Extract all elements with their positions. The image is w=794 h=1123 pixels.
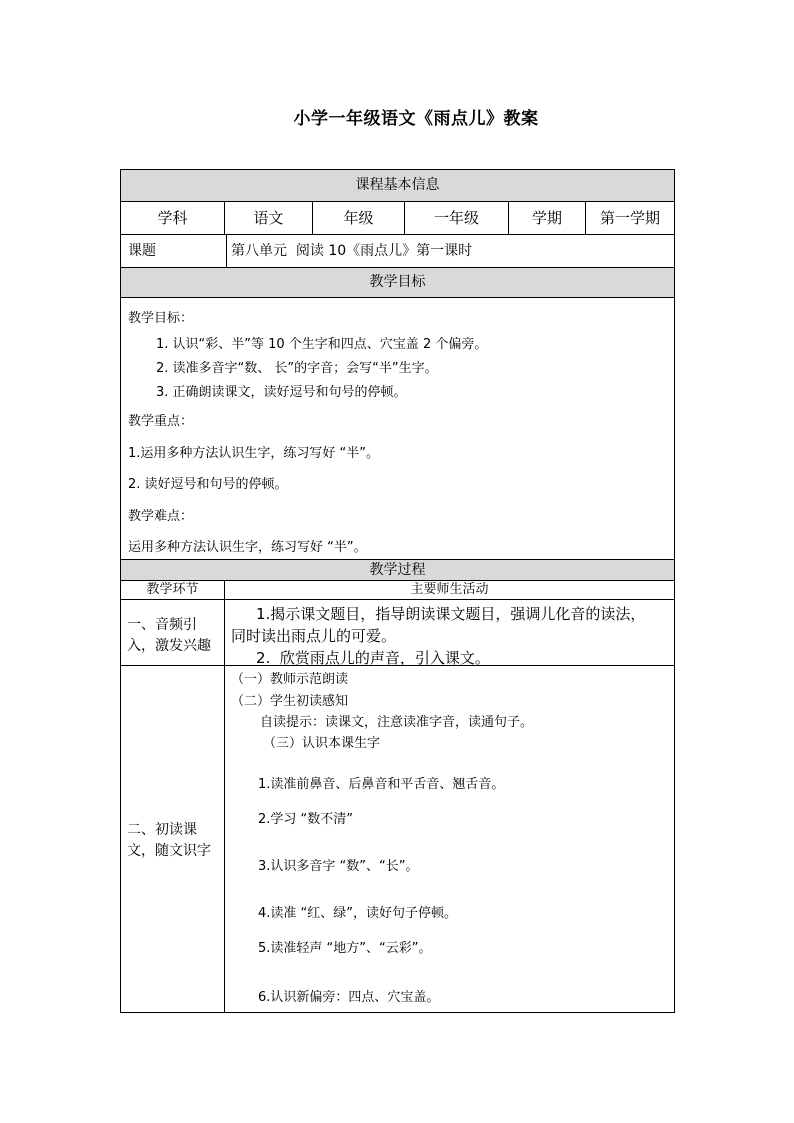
stage-2-name: 二、初读课文，随文识字 — [127, 822, 211, 859]
stage-2-line: 自读提示：读课文，注意读准字音，读通句子。 — [260, 715, 534, 730]
stage-2-line: （一）教师示范朗读 — [231, 672, 349, 687]
basic-info-header: 课程基本信息 — [355, 177, 440, 194]
stage-2-line: （三）认识本课生字 — [263, 736, 381, 751]
row-divider — [120, 599, 675, 600]
goals-label: 教学目标： — [128, 311, 194, 326]
difficult-point-item: 运用多种方法认识生字，练习写好 “半”。 — [128, 540, 367, 555]
row-divider — [120, 297, 675, 298]
grade-value: 一年级 — [433, 209, 479, 227]
objectives-header: 教学目标 — [369, 274, 426, 291]
document-title: 小学一年级语文《雨点儿》教案 — [293, 109, 539, 129]
difficult-points-label: 教学难点： — [128, 509, 194, 524]
col-divider — [224, 580, 225, 1013]
subject-value: 语文 — [253, 209, 284, 227]
stage-2-line: 2.学习 “数不清” — [258, 812, 354, 827]
stage-2-line: 3.认识多音字 “数”、“长”。 — [258, 859, 419, 874]
stage-2-line: 5.读准轻声 “地方”、“云彩”。 — [258, 941, 432, 956]
key-points-label: 教学重点： — [128, 414, 194, 429]
stage-2-line: 1.读准前鼻音、后鼻音和平舌音、翘舌音。 — [258, 777, 505, 792]
term-value: 第一学期 — [599, 209, 660, 227]
stage-1-line: 2. 欣赏雨点儿的声音，引入课文。 — [256, 649, 490, 667]
stage-2-line: 4.读准 “红、绿”，读好句子停顿。 — [258, 906, 458, 921]
stage-2-line: 6.认识新偏旁：四点、穴宝盖。 — [258, 990, 440, 1005]
stage-1-line: 1.揭示课文题目，指导朗读课文题目，强调儿化音的读法， — [256, 605, 646, 623]
goal-item: 1. 认识“彩、半”等 10 个生字和四点、穴宝盖 2 个偏旁。 — [156, 337, 488, 352]
subject-label: 学科 — [157, 209, 188, 227]
stage-column-header: 教学环节 — [146, 582, 199, 598]
col-divider — [226, 234, 227, 267]
goal-item: 3. 正确朗读课文，读好逗号和句号的停顿。 — [156, 385, 407, 400]
topic-label: 课题 — [128, 242, 156, 259]
term-label: 学期 — [531, 209, 562, 227]
goal-item: 2. 读准多音字“数、 长”的字音；会写“半”生字。 — [156, 361, 438, 376]
process-header: 教学过程 — [369, 561, 426, 578]
topic-value: 第八单元 阅读 10《雨点儿》第一课时 — [231, 242, 473, 259]
grade-label: 年级 — [343, 209, 374, 227]
key-point-item: 1.运用多种方法认识生字，练习写好 “半”。 — [128, 446, 380, 461]
stage-1-name: 一、音频引入，激发兴趣 — [127, 617, 211, 654]
stage-1-line: 同时读出雨点儿的可爱。 — [231, 627, 397, 645]
activity-column-header: 主要师生活动 — [410, 582, 489, 598]
stage-2-line: （二）学生初读感知 — [231, 694, 349, 709]
key-point-item: 2. 读好逗号和句号的停顿。 — [128, 477, 288, 492]
